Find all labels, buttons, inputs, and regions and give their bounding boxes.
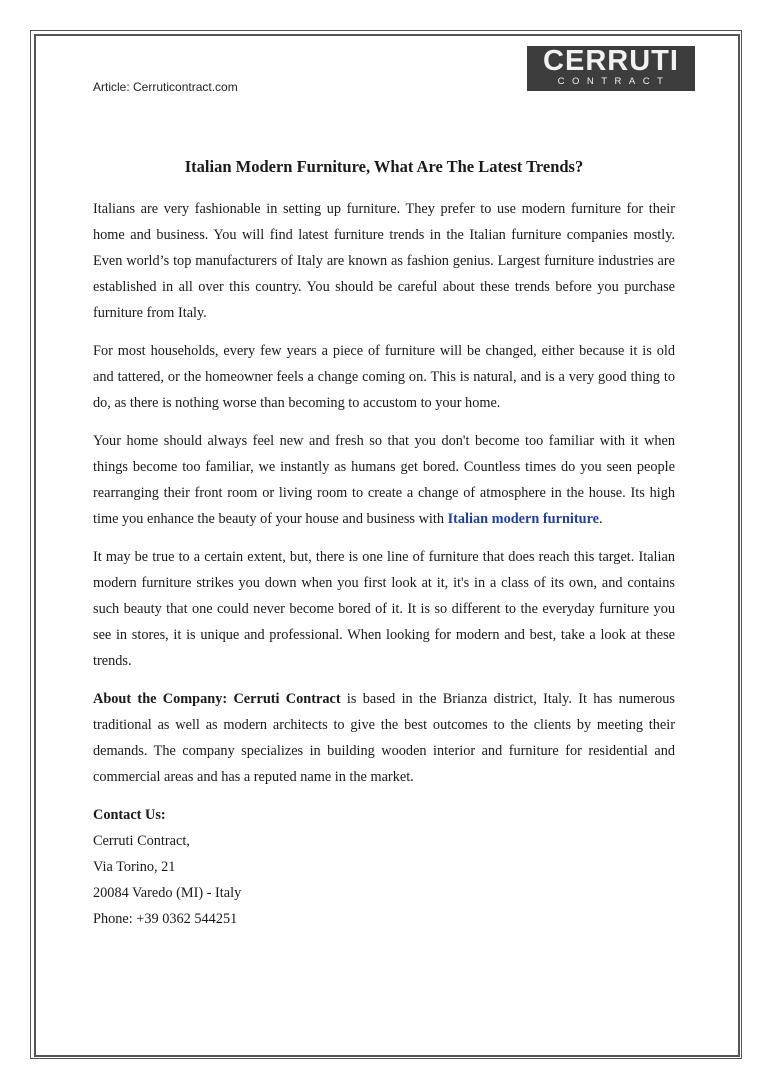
italian-modern-furniture-link[interactable]: Italian modern furniture: [447, 511, 600, 527]
paragraph-home-fresh-end: .: [599, 511, 603, 527]
about-label: About the Company:: [93, 691, 228, 707]
contact-block: [93, 802, 675, 932]
contact-street: Via Torino, 21: [93, 859, 176, 875]
paragraph-target: It may be true to a certain extent, but, there is one line of furniture that does reach this target. Italian modern furniture strikes you down when you first look at it, it's in a class of its own, and contains such beauty that one could never become bored of it. It is so different to the everyday furniture you see in stores, it is unique and professional. When looking for modern and best, take a look at these trends.: [93, 549, 675, 669]
contact-phone: Phone: +39 0362 544251: [93, 911, 238, 927]
contact-title: Contact Us:: [93, 807, 166, 823]
paragraph-intro: Italians are very fashionable in setting up furniture. They prefer to use modern furniture for their home and business. You will find latest furniture trends in the Italian furniture companies mostly. Even world’s top manufacturers of Italy are known as fashion genius. Largest furniture industries are established in all over this country. You should be careful about these trends before you purchase furniture from Italy.: [93, 201, 675, 321]
paragraph-home-fresh-text: Your home should always feel new and fresh so that you don't become too familiar with it when things become too familiar, we instantly as humans get bored. Countless times do you seen people rearranging their front room or living room to create a change of atmosphere in the house. Its high time you enhance the beauty of your house and business with: [93, 433, 675, 527]
logo-sub-text: CONTRACT: [557, 76, 671, 87]
logo-brand-text: CERRUTI: [543, 45, 679, 77]
about-text: is based in the Brianza district, Italy. It has numerous traditional as well as modern architects to give the best outcomes to the clients by meeting their demands. The company specializes in building wooden interior and furniture for residential and commercial areas and has a reputed name in the market.: [93, 691, 675, 785]
about-company-name: Cerruti Contract: [233, 691, 341, 707]
paragraph-about-company: [93, 686, 675, 790]
article-body: [93, 196, 675, 932]
article-source-label: Article: Cerruticontract.com: [93, 80, 238, 94]
paragraph-households: For most households, every few years a piece of furniture will be changed, either because it is old and tattered, or the homeowner feels a change coming on. This is natural, and is a very good thing to do, as there is nothing worse than becoming to accustom to your home.: [93, 343, 675, 411]
cerruti-contract-logo: [527, 46, 695, 91]
contact-name: Cerruti Contract,: [93, 833, 190, 849]
paragraph-home-fresh: [93, 428, 675, 532]
article-title: Italian Modern Furniture, What Are The Latest Trends?: [184, 157, 584, 176]
contact-city: 20084 Varedo (MI) - Italy: [93, 885, 242, 901]
